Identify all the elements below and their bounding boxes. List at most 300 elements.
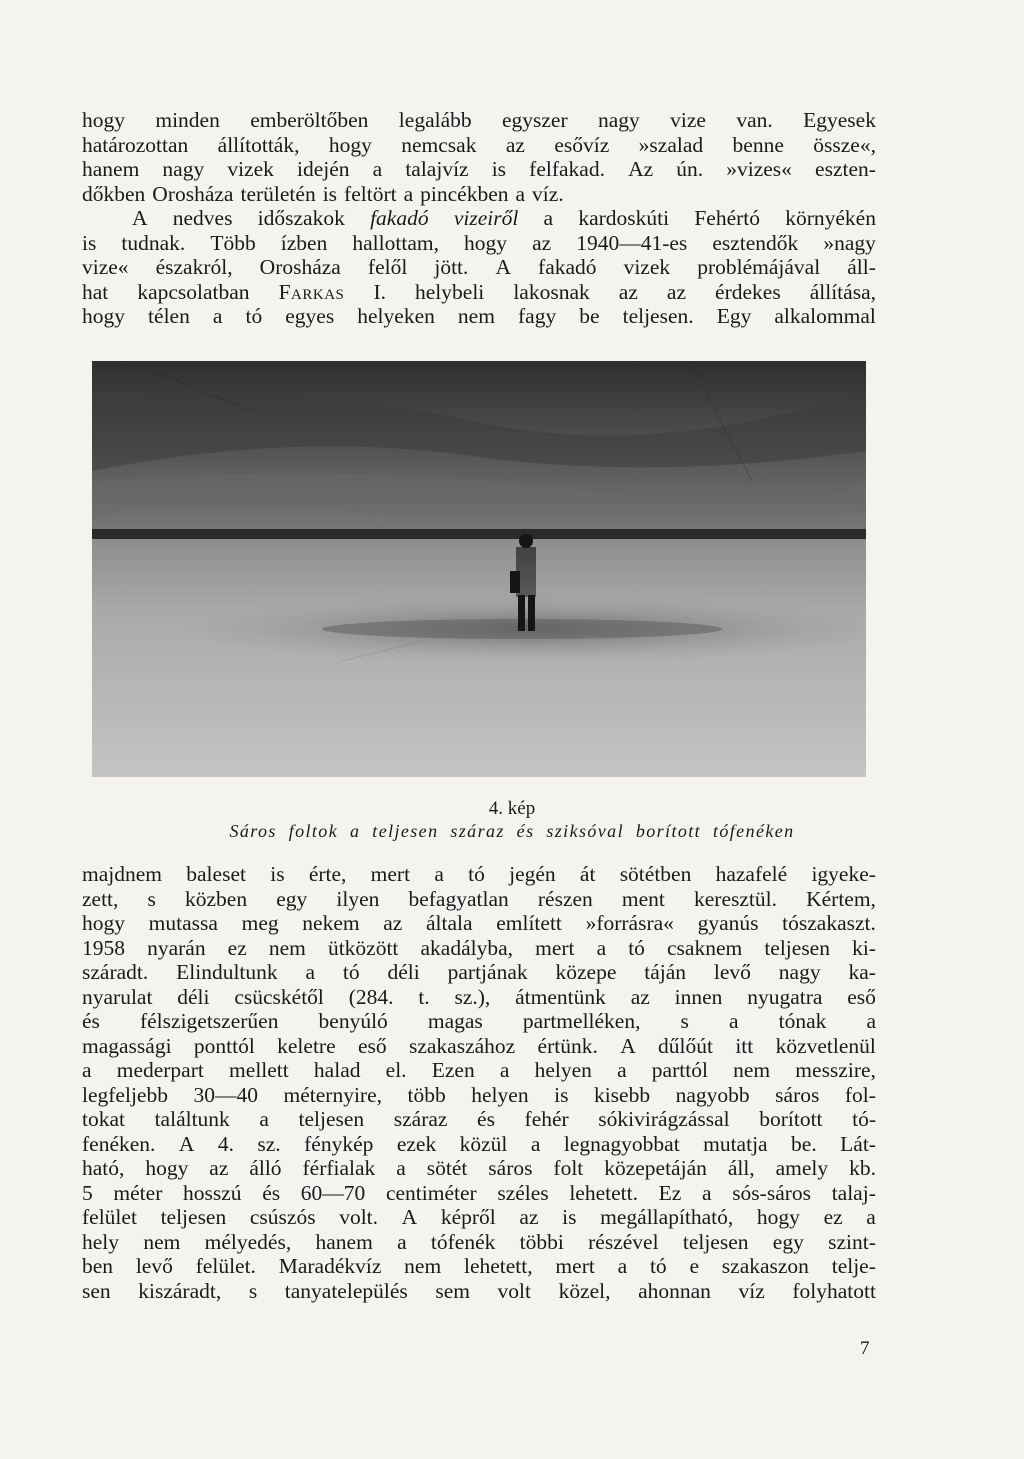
word: be — [579, 304, 600, 328]
word: tó — [245, 304, 263, 328]
word: a — [403, 181, 414, 206]
word: Ez — [658, 1180, 682, 1205]
word: »szalad — [638, 132, 704, 157]
word: össze«, — [813, 132, 876, 157]
word: jött. — [434, 255, 469, 279]
word: dűlőút — [658, 1033, 713, 1058]
word: hogy — [82, 304, 125, 328]
word: fehér — [524, 1107, 569, 1131]
word: halad — [313, 1058, 361, 1082]
word: területén — [240, 181, 316, 206]
word: tó — [649, 1254, 667, 1278]
word: Egyesek — [803, 108, 876, 132]
word: Lát- — [840, 1131, 876, 1156]
text-line — [82, 304, 876, 329]
word: tó- — [852, 1107, 876, 1131]
text-line — [82, 1058, 876, 1083]
word: 1940—41-es — [576, 230, 688, 255]
word: az — [505, 132, 525, 157]
word: hogy — [145, 1156, 189, 1180]
word: folt — [553, 1156, 584, 1180]
word: értünk. — [537, 1033, 598, 1058]
word: legfeljebb — [82, 1082, 168, 1107]
word: helybeli — [415, 279, 485, 304]
word: széles — [497, 1180, 549, 1205]
word: közvetlenül — [775, 1033, 876, 1058]
word: zett, — [82, 886, 119, 911]
word: nagy — [778, 960, 821, 984]
word: mellett — [229, 1058, 289, 1082]
word: feltört — [344, 181, 397, 206]
word: nagy — [598, 108, 640, 132]
word: hogy — [82, 911, 125, 935]
word: telje- — [831, 1254, 876, 1278]
word: a — [434, 862, 444, 886]
word: »vizes« — [726, 157, 792, 181]
word: méternyire, — [283, 1082, 382, 1107]
word: nem — [457, 304, 495, 328]
text-line — [82, 1132, 876, 1157]
word: is — [554, 1082, 569, 1107]
word: innen — [674, 984, 723, 1009]
word: nagy — [162, 157, 205, 181]
text-line — [82, 1254, 876, 1279]
figure-caption — [82, 798, 942, 842]
word: teljesen — [682, 1229, 749, 1254]
word: képről — [440, 1205, 496, 1229]
text-line — [82, 960, 876, 985]
word: parttól — [651, 1058, 708, 1082]
word: hat — [82, 279, 109, 304]
word: a — [701, 1180, 712, 1205]
word: igyeke- — [811, 862, 876, 886]
word: a — [596, 935, 607, 960]
word: hely — [82, 1229, 120, 1254]
paragraph-bottom — [82, 862, 876, 1303]
word: »nagy — [823, 230, 876, 255]
word: nem — [404, 1254, 442, 1278]
word: van. — [736, 108, 773, 132]
word: kiszáradt, — [138, 1278, 222, 1303]
word: borított — [759, 1107, 823, 1131]
word: vizek — [623, 255, 671, 279]
word: is — [322, 181, 338, 206]
word: teljesen — [298, 1107, 365, 1131]
word: száradt. — [82, 960, 149, 984]
word: többi — [519, 1229, 564, 1254]
word: érte, — [308, 862, 347, 886]
word: déli — [177, 984, 210, 1009]
word: felfakad. — [529, 157, 605, 181]
word: egyszer — [501, 108, 568, 132]
word: ki- — [852, 935, 876, 960]
word: levő — [135, 1254, 173, 1278]
word: t. — [418, 984, 430, 1009]
word: be. — [791, 1131, 817, 1156]
word: volt. — [339, 1205, 379, 1229]
text-line — [82, 1083, 876, 1108]
word: Maradékvíz — [278, 1254, 382, 1278]
text-line — [82, 1279, 876, 1304]
word: átmentünk — [515, 984, 606, 1009]
figure-caption-text: Sáros foltok a teljesen száraz és sziksóval borított tófenéken — [229, 821, 795, 841]
word: ütközött — [327, 935, 399, 960]
word: teljesen. — [622, 304, 694, 328]
word: jegén — [509, 862, 556, 886]
word: az — [209, 1156, 229, 1180]
word: az — [630, 984, 650, 1009]
word: ben — [82, 1254, 114, 1278]
word: szakaszon — [721, 1254, 809, 1278]
word: esztendők — [712, 230, 799, 255]
word: kapcsolatban — [137, 279, 250, 304]
word: ilyen — [336, 886, 380, 911]
word: fakadó — [370, 206, 429, 230]
word: hosszú — [183, 1180, 242, 1205]
word: ahonnan — [638, 1278, 711, 1303]
word: kisebb — [593, 1082, 651, 1107]
figure-number: 4. kép — [488, 798, 536, 819]
word: magas — [427, 1009, 483, 1033]
word: ún. — [676, 157, 704, 181]
word: közül — [459, 1131, 508, 1156]
word: nyarán — [147, 935, 206, 960]
text-line — [82, 1181, 876, 1206]
word: a — [397, 1229, 407, 1254]
word: tokat — [82, 1107, 125, 1131]
word: megállapítható, — [600, 1205, 734, 1229]
word: és — [477, 1107, 495, 1131]
word: is — [491, 157, 507, 181]
word: tudnak. — [121, 230, 186, 255]
word: lehetett. — [569, 1180, 638, 1205]
word: fenéken. — [82, 1131, 156, 1156]
word: tónak — [778, 1009, 827, 1033]
word: sem — [435, 1278, 470, 1303]
word: helyeken — [357, 304, 435, 328]
word: a — [515, 181, 526, 206]
word: hallottam, — [352, 230, 439, 255]
word: sz. — [257, 1131, 281, 1156]
text-line — [82, 206, 876, 231]
word: fénykép — [304, 1131, 374, 1156]
word: sós-sáros — [732, 1180, 812, 1205]
word: sáros — [775, 1082, 820, 1107]
word: táján — [644, 960, 687, 984]
text-line — [82, 1034, 876, 1059]
word: Orosháza — [152, 181, 234, 206]
word: majdnem — [82, 862, 163, 886]
word: tanyatelepülés — [284, 1278, 408, 1303]
word: benne — [732, 132, 784, 157]
text-line — [82, 157, 876, 182]
word: nem — [143, 1229, 181, 1254]
word: baleset — [186, 862, 246, 886]
word: helyen — [471, 1082, 529, 1107]
word: Farkas — [278, 279, 345, 304]
word: legalább — [398, 108, 472, 132]
photo-scene — [92, 361, 866, 777]
word: is — [562, 1205, 577, 1229]
word: s — [680, 1009, 689, 1033]
text-line — [82, 1107, 876, 1132]
word: Egy — [716, 304, 752, 328]
word: déli — [387, 960, 420, 984]
word: talaj- — [831, 1180, 876, 1205]
word: a — [728, 1009, 739, 1033]
word: áll- — [847, 255, 876, 279]
text-line — [82, 182, 876, 207]
word: tószakaszt. — [782, 911, 876, 935]
word: volt — [497, 1278, 531, 1303]
word: fol- — [844, 1082, 876, 1107]
word: 30—40 — [193, 1082, 258, 1107]
word: áll, — [727, 1156, 755, 1180]
word: eszten- — [815, 157, 876, 181]
word: 60—70 — [300, 1180, 366, 1205]
word: el. — [385, 1058, 407, 1082]
word: Elindultunk — [176, 960, 278, 984]
text-line — [82, 936, 876, 961]
word: mélyedés, — [204, 1229, 292, 1254]
word: pincékben — [420, 181, 509, 206]
word: közel, — [558, 1278, 611, 1303]
word: sz.), — [454, 984, 491, 1009]
word: állítása, — [809, 279, 876, 304]
word: mert — [555, 1254, 595, 1278]
word: tó — [468, 862, 485, 886]
word: csúszós — [249, 1205, 316, 1229]
word: sáros — [488, 1156, 533, 1180]
word: centiméter — [385, 1180, 477, 1205]
text-line — [82, 280, 876, 305]
word: emberöltőben — [250, 108, 369, 132]
word: Az — [628, 157, 654, 181]
text-line — [82, 1009, 876, 1034]
word: általa — [426, 911, 473, 935]
word: problémájával — [697, 255, 821, 279]
word: akadályba, — [420, 935, 514, 960]
horizon-treeline — [92, 529, 866, 539]
word: időszakok — [257, 206, 345, 230]
word: A — [620, 1033, 636, 1058]
word: A — [401, 1205, 418, 1229]
word: Ezen — [431, 1058, 475, 1082]
word: egy — [772, 1229, 804, 1254]
word: az — [532, 230, 552, 255]
word: találtunk — [154, 1107, 230, 1131]
photograph-dry-lakebed — [92, 361, 866, 777]
word: 1958 — [82, 935, 125, 960]
word: ezek — [396, 1131, 437, 1156]
word: s — [248, 1278, 258, 1303]
word: víz — [738, 1278, 765, 1303]
word: messzire, — [795, 1058, 876, 1082]
word: a — [499, 1058, 510, 1082]
word: sötét — [426, 1156, 468, 1180]
text-line — [82, 1205, 876, 1230]
word: A — [495, 255, 511, 279]
word: benyúló — [318, 1009, 388, 1033]
word: állították, — [217, 132, 300, 157]
word: vizeiről — [453, 206, 519, 230]
word: mederpart — [116, 1058, 204, 1082]
word: félszigetszerűen — [139, 1009, 279, 1033]
word: ízben — [280, 230, 328, 255]
word: s — [147, 886, 156, 911]
word: eső — [357, 1033, 387, 1058]
word: eső — [847, 984, 876, 1009]
word: méter — [113, 1180, 163, 1205]
word: is — [82, 230, 97, 255]
text-line — [82, 985, 876, 1010]
word: felől — [367, 255, 408, 279]
word: szakaszához — [408, 1033, 516, 1058]
word: hogy — [328, 132, 372, 157]
word: e — [689, 1254, 699, 1278]
word: víz. — [532, 181, 564, 206]
word: sen — [82, 1278, 111, 1303]
word: fakadó — [538, 255, 597, 279]
word: a — [543, 206, 554, 230]
page-number: 7 — [860, 1338, 870, 1359]
word: és — [82, 1009, 100, 1033]
text-line — [82, 862, 876, 887]
word: egy — [276, 886, 308, 911]
word: itt — [735, 1033, 754, 1058]
word: »forrásra« — [585, 911, 674, 935]
word: a — [372, 157, 383, 181]
word: férfialak — [302, 1156, 376, 1180]
word: tófenék — [430, 1229, 496, 1254]
word: közepe — [555, 960, 617, 984]
word: ponttól — [193, 1033, 255, 1058]
word: levő — [713, 960, 751, 984]
text-line — [82, 1156, 876, 1181]
word: hazafelé — [715, 862, 788, 886]
word: vizek — [227, 157, 274, 181]
word: A — [178, 1131, 195, 1156]
word: mert — [370, 862, 411, 886]
word: kb. — [849, 1156, 876, 1180]
text-line — [82, 255, 876, 280]
word: meg — [241, 911, 279, 935]
word: 4. — [217, 1131, 234, 1156]
text-line — [82, 911, 876, 936]
word: fagy — [518, 304, 557, 328]
word: az — [618, 279, 638, 304]
word: hanem — [315, 1229, 373, 1254]
text-line — [82, 108, 876, 133]
text-line — [82, 133, 876, 158]
word: sókivirágzással — [598, 1107, 730, 1131]
word: Fehértó — [694, 206, 760, 230]
word: több — [407, 1082, 446, 1107]
word: Kértem, — [806, 886, 876, 911]
word: álló — [249, 1156, 282, 1180]
word: a — [259, 1107, 269, 1131]
word: ható, — [82, 1156, 125, 1180]
word: gyanús — [697, 911, 759, 935]
word: a — [82, 1058, 92, 1082]
word: ez — [823, 1205, 843, 1229]
word: határozottan — [82, 132, 189, 157]
word: mert — [535, 935, 575, 960]
word: és — [262, 1180, 281, 1205]
word: idején — [297, 157, 350, 181]
word: nem — [733, 1058, 771, 1082]
word: nedves — [172, 206, 233, 230]
word: esővíz — [554, 132, 610, 157]
word: a — [866, 1205, 876, 1229]
word: a — [212, 304, 223, 328]
word: csücskétől — [234, 984, 324, 1009]
word: teljesen — [764, 935, 830, 960]
word: magassági — [82, 1033, 172, 1058]
word: amely — [775, 1156, 829, 1180]
word: az — [519, 1205, 539, 1229]
word: tó — [628, 935, 645, 960]
word: mutatja — [703, 1131, 768, 1156]
word: lehetett, — [463, 1254, 533, 1278]
word: nekem — [302, 911, 360, 935]
word: is — [270, 862, 285, 886]
word: nemcsak — [401, 132, 477, 157]
word: (284. — [348, 984, 394, 1009]
word: hanem — [82, 157, 140, 181]
word: keresztül. — [694, 886, 777, 911]
word: közben — [185, 886, 248, 911]
word: télen — [148, 304, 190, 328]
word: partjának — [447, 960, 528, 984]
word: a — [617, 1058, 627, 1082]
word: az — [666, 279, 686, 304]
word: részen — [537, 886, 593, 911]
word: említett — [496, 911, 562, 935]
word: kardoskúti — [578, 206, 670, 230]
word: felület. — [195, 1254, 256, 1278]
word: szint- — [828, 1229, 876, 1254]
word: vize — [670, 108, 706, 132]
word: vize« — [82, 255, 129, 279]
word: lakosnak — [513, 279, 590, 304]
word: részével — [588, 1229, 659, 1254]
word: mutassa — [148, 911, 218, 935]
word: I. — [373, 279, 386, 304]
word: helyen — [534, 1058, 592, 1082]
word: felület — [82, 1205, 137, 1229]
paragraph-top — [82, 108, 876, 329]
word: északról, — [155, 255, 233, 279]
word: legnagyobbat — [563, 1131, 680, 1156]
word: a — [396, 1156, 406, 1180]
word: A — [132, 206, 148, 230]
word: a — [617, 1254, 628, 1278]
word: nyarulat — [82, 984, 153, 1009]
word: ez — [227, 935, 247, 960]
word: keletre — [277, 1033, 336, 1058]
word: tó — [342, 960, 360, 984]
word: folyhatott — [792, 1278, 876, 1303]
word: hogy — [82, 108, 125, 132]
text-line — [82, 231, 876, 256]
word: hogy — [464, 230, 508, 255]
word: nyugatra — [747, 984, 823, 1009]
word: dőkben — [82, 181, 146, 206]
word: érdekes — [715, 279, 781, 304]
word: környékén — [785, 206, 876, 230]
word: alkalommal — [774, 304, 876, 328]
